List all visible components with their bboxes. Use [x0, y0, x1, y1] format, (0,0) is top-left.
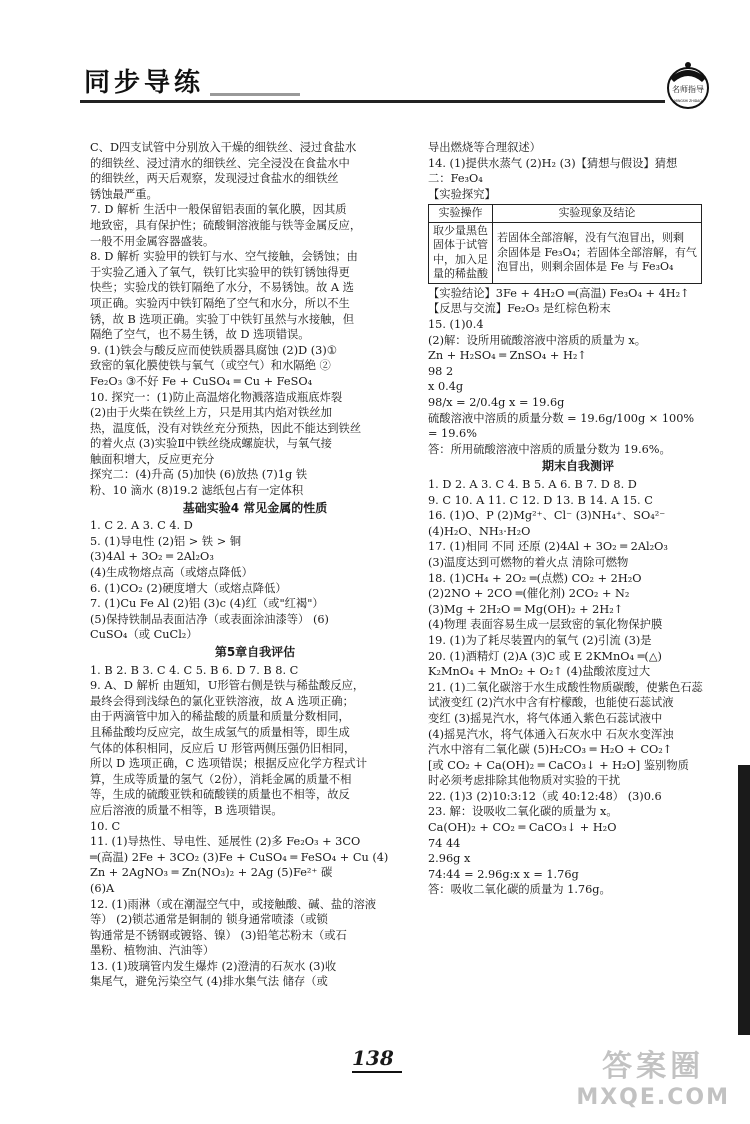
text-line: 粉、10 滴水 (8)19.2 滤纸包占有一定体积	[90, 484, 304, 498]
text-line: Zn + H₂SO₄ ═ ZnSO₄ + H₂↑	[428, 349, 587, 363]
page-header	[0, 0, 750, 135]
text-line: 变红 (3)摇晃汽水，将气体通入紫色石蕊试液中	[428, 711, 663, 725]
text-line: 触面积增大，反应更充分	[90, 452, 215, 466]
text-line: 硫酸溶液中溶质的质量分数 = 19.6g/100g × 100%	[428, 411, 695, 425]
text-line: 【实验探究】	[428, 187, 496, 201]
text-line: 等） (2)锁芯通常是铜制的 锁身通常喷漆（或锁	[90, 913, 328, 927]
text-line: 项正确。实验丙中铁钉隔绝了空气和水分，所以不生	[90, 296, 350, 310]
text-line: (2)由于火柴在铁丝上方，只是用其内焰对铁丝加	[90, 406, 332, 420]
table-row	[429, 222, 702, 283]
text-line: Fe₂O₃ ③不好 Fe + CuSO₄ ═ Cu + FeSO₄	[90, 374, 313, 388]
header-rule	[80, 100, 665, 103]
text-line: 答：吸收二氧化碳的质量为 1.76g。	[428, 883, 611, 897]
text-line: 1. D 2. A 3. C 4. B 5. A 6. B 7. D 8. D	[428, 478, 637, 491]
text-line: 18. (1)CH₄ + 2O₂ ═(点燃) CO₂ + 2H₂O	[428, 571, 642, 585]
text-line: CuSO₄（或 CuCl₂）	[90, 628, 198, 642]
text-line: 二：Fe₃O₄	[428, 172, 483, 186]
table-header-operation: 实验操作	[429, 205, 493, 223]
text-line: x 0.4g	[428, 380, 464, 394]
text-line: 集尾气，避免污染空气 (4)排水集气法 储存（或	[90, 975, 328, 989]
text-line: 20. (1)酒精灯 (2)A (3)C 或 E 2KMnO₄ ═(△)	[428, 649, 662, 663]
text-line: 于实验乙通入了氧气，铁钉比实验甲的铁钉锈蚀得更	[90, 265, 350, 279]
text-line: 1. B 2. B 3. C 4. C 5. B 6. D 7. B 8. C	[90, 663, 299, 677]
table-cell-line: 余固体是 Fe₃O₄；若固体全部溶解，有气	[497, 245, 697, 259]
text-line: (2)2NO + 2CO ═(催化剂) 2CO₂ + N₂	[428, 587, 630, 601]
watermark	[576, 1041, 730, 1110]
page-number: 138	[352, 1046, 394, 1070]
text-line: 隔绝了空气，也不易生锈，故 D 选项错误。	[90, 328, 310, 342]
text-line: 算，生成等质量的氢气（2份），消耗金属的质量不相	[90, 772, 352, 786]
text-line: 【实验结论】3Fe + 4H₂O ═(高温) Fe₃O₄ + 4H₂↑	[428, 286, 690, 300]
text-line: (4)摇晃汽水，将气体通入石灰水中 石灰水变浑浊	[428, 727, 674, 741]
right-column-top	[428, 140, 728, 202]
text-line: 的细铁丝、浸过清水的细铁丝、完全浸没在食盐水中	[90, 156, 350, 170]
text-line: 74 44	[428, 836, 461, 850]
text-line: 16. (1)O、P (2)Mg²⁺、Cl⁻ (3)NH₄⁺、SO₄²⁻	[428, 509, 666, 523]
text-line: (2)解：设所用硫酸溶液中溶质的质量为 x。	[428, 333, 647, 347]
table-cell-line: 泡冒出，则剩余固体是 Fe 与 Fe₃O₄	[497, 260, 674, 274]
text-line: ═(高温) 2Fe + 3CO₂ (3)Fe + CuSO₄ ═ FeSO₄ + Cu (4)	[90, 850, 389, 864]
text-line: 所以 D 选项正确，C 选项错误；根据反应化学方程式计	[90, 757, 368, 771]
table-cell-line: 中，加入足	[433, 252, 488, 266]
text-line: (6)A	[90, 881, 115, 895]
text-line: 9. (1)铁会与酸反应而使铁质器具腐蚀 (2)D (3)①	[90, 343, 337, 357]
text-line: 22. (1)3 (2)10:3:12（或 40:12:48） (3)0.6	[428, 789, 662, 803]
text-line: (3)4Al + 3O₂ ═ 2Al₂O₃	[90, 550, 214, 564]
text-line: 11. (1)导热性、导电性、延展性 (2)多 Fe₂O₃ + 3CO	[90, 835, 361, 849]
text-line: 地致密，具有保护性；硫酸铜溶液能与铁等金属反应，	[90, 218, 362, 232]
text-line: 由于两滴管中加入的稀盐酸的质量和质量分数相同，	[90, 710, 350, 724]
text-line: 21. (1)二氧化碳溶于水生成酸性物质碳酸，使紫色石蕊	[428, 680, 703, 694]
table-cell-operation	[429, 222, 493, 283]
side-tab	[738, 765, 750, 1035]
text-line: 5. (1)导电性 (2)铝 > 铁 > 铜	[90, 534, 242, 548]
page-number-underline	[352, 1071, 402, 1073]
text-line: 10. C	[90, 819, 121, 833]
table-cell-line: 若固体全部溶解，没有气泡冒出，则剩	[497, 231, 684, 245]
page-title: 同步导练	[84, 68, 205, 98]
text-line: 导出燃烧等合理叙述）	[428, 141, 541, 154]
text-line: (4)生成物熔点高（或熔点降低）	[90, 566, 253, 580]
text-line: 热，温度低，没有对铁丝充分预热，因此不能达到铁丝	[90, 421, 362, 435]
logo-subtext: MINGSHI ZHIDAO	[674, 99, 702, 103]
text-line: 10. 探究一：(1)防止高温熔化物溅落造成瓶底炸裂	[90, 390, 343, 404]
text-line: C、D四支试管中分别放入干燥的细铁丝、浸过食盐水	[90, 141, 357, 154]
text-line: 【反思与交流】Fe₂O₃ 是红棕色粉末	[428, 302, 611, 316]
table-cell-line: 固体于试管	[433, 238, 488, 252]
text-line: 墨粉、植物油、汽油等）	[90, 944, 215, 958]
watermark-line2: MXQE.COM	[576, 1085, 730, 1110]
section-heading: 第5章自我评估	[214, 645, 296, 659]
text-line: (4)物理 表面容易生成一层致密的氧化物保护膜	[428, 618, 663, 632]
text-line: 快些；实验戊的铁钉隔绝了水分，不易锈蚀。故 A 选	[90, 281, 354, 295]
table-header-result: 实验现象及结论	[493, 205, 702, 223]
text-line: 锈蚀最严重。	[90, 187, 158, 201]
text-line: 一般不用金属容器盛装。	[90, 234, 215, 248]
text-line: 最终会得到浅绿色的氯化亚铁溶液，故 A 选项正确；	[90, 694, 354, 708]
text-line: 12. (1)雨淋（或在潮湿空气中，或接触酸、碱、盐的溶液	[90, 897, 377, 911]
text-line: 致密的氧化膜使铁与氧气（或空气）和水隔绝 ②	[90, 359, 331, 373]
text-line: 气体的体积相同，反应后 U 形管两侧压强仍旧相同，	[90, 741, 356, 755]
text-line: 8. D 解析 实验甲的铁钉与水、空气接触，会锈蚀；由	[90, 250, 358, 264]
text-line: (4)H₂O、NH₃·H₂O	[428, 524, 531, 538]
text-line: 13. (1)玻璃管内发生爆炸 (2)澄清的石灰水 (3)收	[90, 959, 337, 973]
text-line: [或 CO₂ + Ca(OH)₂ ═ CaCO₃↓ + H₂O] 鉴别物质	[428, 758, 689, 772]
header-decoration	[210, 93, 300, 96]
text-line: 6. (1)CO₂ (2)硬度增大（或熔点降低）	[90, 581, 287, 595]
right-column	[428, 140, 728, 898]
text-line: 2.96g x	[428, 852, 471, 866]
text-line: 探究二：(4)升高 (5)加快 (6)放热 (7)1g 铁	[90, 468, 308, 482]
text-line: 9. A、D 解析 由题知，U形管右侧是铁与稀盐酸反应，	[90, 679, 365, 693]
left-column	[90, 140, 420, 990]
section-heading: 期末自我测评	[541, 459, 614, 474]
text-line: 锈，故 B 选项正确。实验丁中铁钉虽然与水接触，但	[90, 312, 355, 326]
text-line: 且稀盐酸均反应完，故生成氢气的质量相等，即生成	[90, 725, 350, 739]
text-line: 1. C 2. A 3. C 4. D	[90, 519, 193, 533]
text-line: (3)Mg + 2H₂O ═ Mg(OH)₂ + 2H₂↑	[428, 602, 624, 616]
text-line: 汽水中溶有二氧化碳 (5)H₂CO₃ ═ H₂O + CO₂↑	[428, 743, 673, 757]
text-line: 的细铁丝，两天后观察，发现浸过食盐水的细铁丝	[90, 172, 339, 186]
text-line: (3)温度达到可燃物的着火点 清除可燃物	[428, 555, 629, 569]
text-line: Zn + 2AgNO₃ ═ Zn(NO₃)₂ + 2Ag (5)Fe²⁺ 碳	[90, 866, 333, 880]
brand-logo-icon	[662, 60, 714, 112]
experiment-table	[428, 204, 702, 284]
table-cell-result	[493, 222, 702, 283]
logo-text: 名师指导	[672, 85, 704, 94]
text-line: 试液变红 (2)汽水中含有柠檬酸，也能使石蕊试液	[428, 696, 674, 710]
text-line: 17. (1)相同 不同 还原 (2)4Al + 3O₂ ═ 2Al₂O₃	[428, 540, 668, 554]
right-column-bottom	[428, 286, 728, 898]
text-line: 14. (1)提供水蒸气 (2)H₂ (3)【猜想与假设】猜想	[428, 156, 678, 170]
text-line: 15. (1)0.4	[428, 318, 484, 332]
text-line: 7. D 解析 生活中一般保留铝表面的氧化膜，因其质	[90, 203, 347, 217]
section-heading: 基础实验4 常见金属的性质	[182, 500, 328, 515]
text-line: 等，生成的硫酸亚铁和硫酸镁的质量也不相等，故反	[90, 788, 350, 802]
text-line: 钩通常是不锈钢或镀铬、镍） (3)铅笔芯粉末（或石	[90, 928, 347, 942]
text-line: 答：所用硫酸溶液中溶质的质量分数为 19.6%。	[428, 442, 671, 456]
text-line: K₂MnO₄ + MnO₂ + O₂↑ (4)盐酸浓度过大	[428, 665, 651, 679]
text-line: 9. C 10. A 11. C 12. D 13. B 14. A 15. C	[428, 493, 653, 507]
table-cell-line: 取少量黑色	[433, 223, 488, 237]
text-line: 的着火点 (3)实验Ⅱ中铁丝绕成螺旋状，与氧气接	[90, 437, 332, 451]
text-line: (5)保持铁制品表面洁净（或表面涂油漆等） (6)	[90, 612, 329, 626]
text-line: = 19.6%	[428, 427, 477, 441]
table-cell-line: 量的稀盐酸	[433, 267, 488, 281]
text-line: 23. 解：设吸收二氧化碳的质量为 x。	[428, 805, 618, 819]
text-line: 98/x = 2/0.4g x = 19.6g	[428, 396, 565, 410]
text-line: 应后溶液的质量不相等，B 选项错误。	[90, 803, 283, 817]
text-line: 7. (1)Cu Fe Al (2)铝 (3)c (4)红（或"红褐"）	[90, 597, 324, 611]
text-line: 98 2	[428, 364, 454, 378]
text-line: Ca(OH)₂ + CO₂ ═ CaCO₃↓ + H₂O	[428, 821, 617, 835]
text-line: 时必须考虑排除其他物质对实验的干扰	[428, 774, 621, 788]
text-line: 74:44 = 2.96g:x x = 1.76g	[428, 867, 579, 881]
watermark-line1: 答案圈	[602, 1049, 705, 1084]
text-line: 19. (1)为了耗尽装置内的氧气 (2)引流 (3)是	[428, 633, 652, 647]
